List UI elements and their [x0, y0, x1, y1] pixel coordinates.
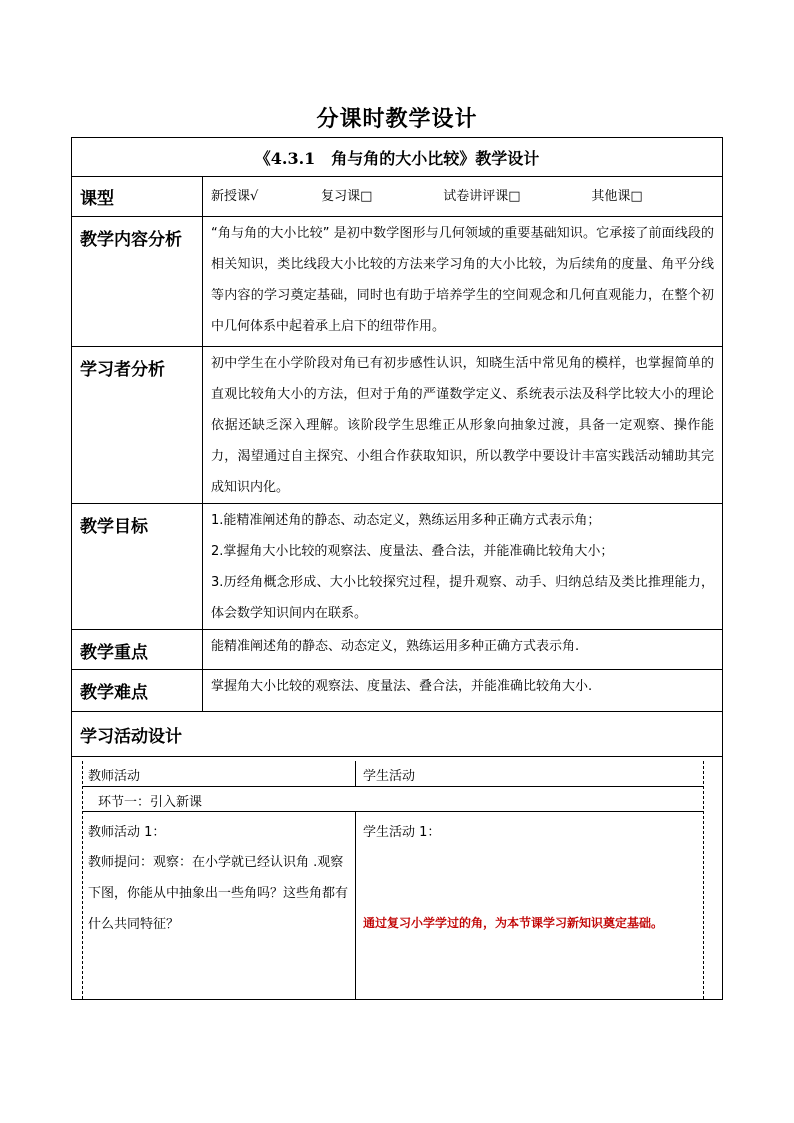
teacher-activity-header: 教师活动	[88, 769, 141, 784]
column-divider	[355, 761, 356, 786]
teacher-activity-title: 教师活动 1：	[88, 825, 166, 840]
section-row	[83, 787, 703, 812]
learner-analysis-text: 初中学生在小学阶段对角已有初步感性认识，知晓生活中常见角的模样，也掌握简单的直观比较角大小的方法，但对于角的严谨数学定义、系统表示法及科学比较大小的理论依据还缺乏深入理解。该阶段学生思维正从形象向抽象过渡，具备一定观察、操作能力，渴望通过自主探究、小组合作获取知识，所以教学中要设计丰富实践活动辅助其完成知识内化。	[203, 347, 723, 504]
key-points-label: 教学重点	[72, 630, 203, 670]
student-activity-note: 通过复习小学学过的角，为本节课学习新知识奠定基础。	[363, 916, 664, 930]
objective-item: 1.能精准阐述角的静态、动态定义，熟练运用多种正确方式表示角；	[211, 513, 601, 528]
activity-inner-table	[82, 761, 704, 999]
column-divider	[355, 812, 356, 999]
lesson-type-option: 复习课□	[321, 189, 373, 204]
lesson-type-option: 其他课□	[591, 189, 643, 204]
lesson-type-option: 试卷讲评课□	[443, 189, 521, 204]
objective-item: 3.历经角概念形成、大小比较探究过程，提升观察、动手、归纳总结及类比推理能力，体会数学知识间内在联系。	[211, 575, 715, 621]
key-points-text: 能精准阐述角的静态、动态定义，熟练运用多种正确方式表示角.	[203, 630, 723, 670]
objectives-label: 教学目标	[72, 504, 203, 630]
content-analysis-label: 教学内容分析	[72, 217, 203, 347]
student-activity-header: 学生活动	[363, 769, 416, 784]
lesson-title: 《4.3.1 角与角的大小比较》教学设计	[72, 138, 723, 177]
lesson-type-options	[203, 177, 723, 217]
student-activity-title: 学生活动 1：	[363, 825, 441, 840]
activity-design-area	[72, 757, 723, 1000]
activity-design-label: 学习活动设计	[72, 712, 723, 757]
lesson-type-option: 新授课√	[211, 189, 259, 204]
objectives-list	[203, 504, 723, 630]
difficulties-label: 教学难点	[72, 670, 203, 712]
difficulties-text: 掌握角大小比较的观察法、度量法、叠合法，并能准确比较角大小.	[203, 670, 723, 712]
learner-analysis-label: 学习者分析	[72, 347, 203, 504]
section-title: 环节一：引入新课	[98, 795, 203, 810]
content-analysis-text: “角与角的大小比较” 是初中数学图形与几何领域的重要基础知识。它承接了前面线段的相关知识，类比线段大小比较的方法来学习角的大小比较，为后续角的度量、角平分线等内容的学习奠定基础，同时也有助于培养学生的空间观念和几何直观能力，在整个初中几何体系中起着承上启下的纽带作用。	[203, 217, 723, 347]
lesson-design-table	[71, 137, 723, 1000]
lesson-type-label: 课型	[72, 177, 203, 217]
teacher-activity-text: 教师提问：观察：在小学就已经认识角 .观察下图，你能从中抽象出一些角吗？这些角都有什么共同特征？	[88, 855, 349, 932]
activity-header-row	[83, 761, 703, 787]
page-title: 分课时教学设计	[316, 107, 478, 132]
objective-item: 2.掌握角大小比较的观察法、度量法、叠合法，并能准确比较角大小；	[211, 544, 614, 559]
